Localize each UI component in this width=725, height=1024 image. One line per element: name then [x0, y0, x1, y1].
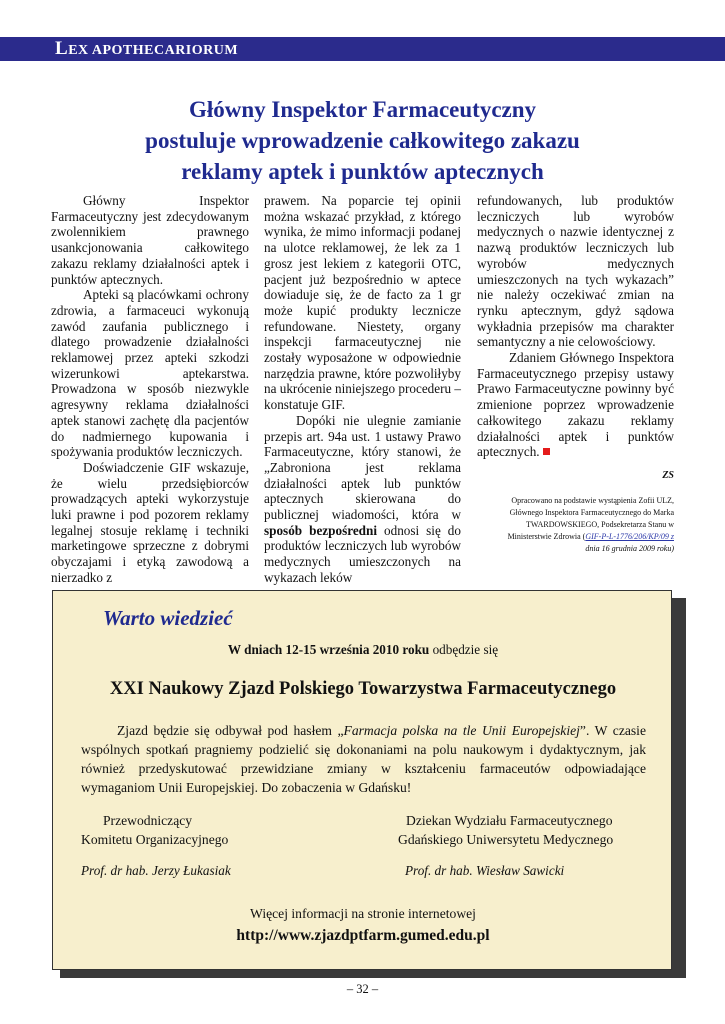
paragraph: Apteki są placówkami ochrony zdrowia, a farmaceuci wykonują zawód zaufania publicznego i dlatego prowadzenie działalności reklamowej przez apteki szkodzi wizerunkowi aptekarstwa. Prowadzona w sposób niezwykle agresywny reklama działalności aptek stanowi zachętę dla pacjentów do nadmiernego kupowania i spożywania produktów leczniczych. [51, 287, 249, 460]
paragraph: prawem. Na poparcie tej opinii można wskazać przykład, z którego wynika, że mimo informacji podanej na ulotce reklamowej, że lek za 1 grosz jest lekiem z kategorii OTC, pacjent już bezpośrednio w aptece dowiaduje się, że de facto za 1 gr może kupić produkty lecznicze refundowane. Niestety, organy inspekcji farmaceutycznej nie zostały wyposażone w odpowiednie narzędzia prawne, które pozwoliłyby na ukrócenie niniejszego procederu – konstatuje GIF. [264, 193, 461, 413]
article-column-1 [51, 193, 249, 586]
paragraph: Doświadczenie GIF wskazuje, że wielu przedsiębiorców prowadzących apteki wykorzystuje luki prawne i pod pozorem reklamy legalnej stosuje reklamę i techniki marketingowe sprzeczne z dobrymi obyczajami i etyką zawodową a nierzadko z [51, 459, 249, 585]
conference-name: XXI Naukowy Zjazd Polskiego Towarzystwa Farmaceutycznego [109, 679, 617, 699]
journal-header-bar [0, 37, 725, 61]
paragraph: Główny Inspektor Farmaceutyczny jest zdecydowanym zwolennikiem prawnego usankcjonowania całkowitego zakazu reklamy działalności aptek i punktów aptecznych. [51, 193, 249, 287]
end-of-article-square-icon [543, 448, 550, 455]
infobox [52, 590, 672, 970]
event-date: W dniach 12-15 września 2010 roku odbędzie się [227, 642, 499, 657]
source-note: Opracowano na podstawie wystąpienia Zofii ULZ, Głównego Inspektora Farmaceutycznego do Marka TWARDOWSKIEGO, Podsekretarza Stanu w Ministerstwie Zdrowia (GIF-P-L-1776/206/KP/09 z dnia 16 grudnia 2009 roku) [507, 496, 674, 553]
paragraph: refundowanych, lub produktów leczniczych lub wyrobów medycznych o nazwie identycznej z nazwą produktów leczniczych lub wyrobów medycznych umieszczonych na tych wykazach” nie należy oczekiwać zmian na rynku aptecznym, gdyż sądowa wykładnia przepisów ma charakter semantyczny a nie celowościowy. [477, 193, 674, 350]
infobox-body: Zjazd będzie się odbywał pod hasłem „Farmacja polska na tle Unii Europejskiej”. W czasie wspólnych spotkań pragniemy podzielić się dokonaniami na polu naukowym i dydaktycznym, jak również przedyskutować przewidziane zmiany w kształceniu farmaceutów odpowiadające wymaganiom Unii Europejskiej. Do zobaczenia w Gdańsku! [81, 723, 646, 795]
article-column-2 [264, 193, 461, 586]
article-title: Główny Inspektor Farmaceutyczny postuluje wprowadzenie całkowitego zakazu reklamy aptek i punktów aptecznych [145, 97, 580, 184]
author-initials: ZS [662, 470, 674, 481]
conference-url-link[interactable]: http://www.zjazdptfarm.gumed.edu.pl [236, 927, 490, 944]
page-number: – 32 – [346, 982, 379, 996]
organizer-signature: Przewodniczący Komitetu Organizacyjnego [81, 813, 229, 847]
dean-name: Prof. dr hab. Wiesław Sawicki [405, 863, 565, 878]
more-info-text: Więcej informacji na stronie internetowej [250, 906, 476, 921]
article-column-3 [477, 193, 674, 460]
document-reference-link[interactable]: GIF-P-L-1776/206/KP/09 z [585, 532, 674, 541]
journal-name: LEX APOTHECARIORUM [55, 38, 239, 59]
paragraph: Zdaniem Głównego Inspektora Farmaceutycznego przepisy ustawy Prawo Farmaceutyczne powinny być zmienione poprzez wprowadzenie całkowitego zakazu reklamy działalności aptek i punktów aptecznych. [477, 350, 674, 460]
dean-signature: Dziekan Wydziału Farmaceutycznego Gdańskiego Uniwersytetu Medycznego [398, 813, 614, 847]
paragraph: Dopóki nie ulegnie zamianie przepis art. 94a ust. 1 ustawy Prawo Farmaceutyczne, który stanowi, że „Zabroniona jest reklama działalności aptek lub punktów aptecznych skierowana do publicznej wiadomości, która w sposób bezpośredni odnosi się do produktów leczniczych lub wyrobów medycznych umieszczonych na wykazach leków [264, 412, 461, 585]
infobox-title: Warto wiedzieć [103, 606, 233, 630]
organizer-name: Prof. dr hab. Jerzy Łukasiak [81, 863, 231, 878]
